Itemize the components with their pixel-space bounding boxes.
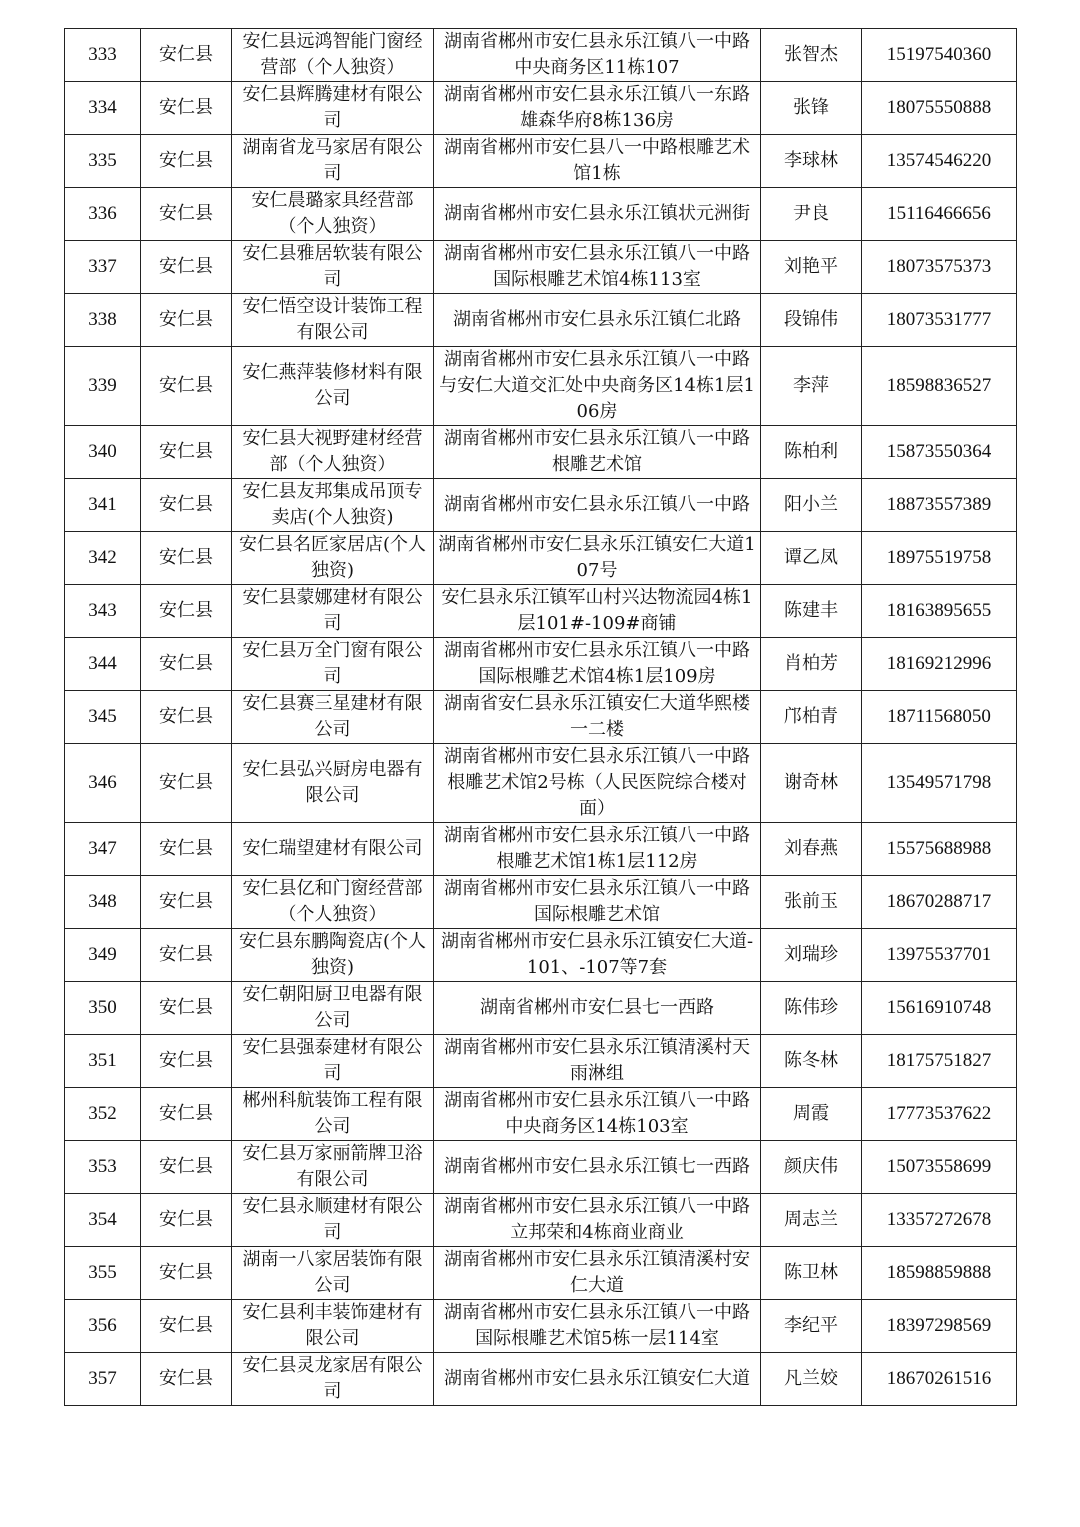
row-number: 341 xyxy=(65,479,141,532)
county-cell: 安仁县 xyxy=(141,1353,232,1406)
county-cell: 安仁县 xyxy=(141,347,232,426)
contact-cell: 陈建丰 xyxy=(761,585,862,638)
address-cell: 湖南省郴州市安仁县永乐江镇八一中路国际根雕艺术馆 xyxy=(434,876,761,929)
address-cell: 湖南省郴州市安仁县永乐江镇八一中路立邦荣和4栋商业商业 xyxy=(434,1194,761,1247)
county-cell: 安仁县 xyxy=(141,585,232,638)
address-cell: 湖南省郴州市安仁县永乐江镇八一中路 xyxy=(434,479,761,532)
county-cell: 安仁县 xyxy=(141,638,232,691)
company-cell: 安仁县亿和门窗经营部（个人独资） xyxy=(232,876,434,929)
address-cell: 湖南省郴州市安仁县永乐江镇八一中路国际根雕艺术馆4栋1层109房 xyxy=(434,638,761,691)
county-cell: 安仁县 xyxy=(141,744,232,823)
phone-cell: 18073575373 xyxy=(862,241,1017,294)
row-number: 357 xyxy=(65,1353,141,1406)
contact-cell: 肖柏芳 xyxy=(761,638,862,691)
contact-cell: 张锋 xyxy=(761,82,862,135)
row-number: 349 xyxy=(65,929,141,982)
company-cell: 安仁县利丰装饰建材有限公司 xyxy=(232,1300,434,1353)
address-cell: 湖南省郴州市安仁县永乐江镇八一中路中央商务区14栋103室 xyxy=(434,1088,761,1141)
address-cell: 湖南省郴州市安仁县永乐江镇八一中路与安仁大道交汇处中央商务区14栋1层106房 xyxy=(434,347,761,426)
county-cell: 安仁县 xyxy=(141,1300,232,1353)
phone-cell: 18598859888 xyxy=(862,1247,1017,1300)
row-number: 344 xyxy=(65,638,141,691)
company-cell: 安仁县名匠家居店(个人独资) xyxy=(232,532,434,585)
company-cell: 安仁瑞望建材有限公司 xyxy=(232,823,434,876)
address-cell: 湖南省郴州市安仁县永乐江镇八一东路雄森华府8栋136房 xyxy=(434,82,761,135)
address-cell: 湖南省郴州市安仁县永乐江镇八一中路根雕艺术馆 xyxy=(434,426,761,479)
contact-cell: 阳小兰 xyxy=(761,479,862,532)
row-number: 348 xyxy=(65,876,141,929)
address-cell: 湖南省郴州市安仁县永乐江镇状元洲街 xyxy=(434,188,761,241)
table-row xyxy=(65,135,1017,188)
company-cell: 安仁悟空设计装饰工程有限公司 xyxy=(232,294,434,347)
contact-cell: 刘春燕 xyxy=(761,823,862,876)
company-cell: 安仁县灵龙家居有限公司 xyxy=(232,1353,434,1406)
contact-cell: 周霞 xyxy=(761,1088,862,1141)
county-cell: 安仁县 xyxy=(141,135,232,188)
company-cell: 安仁县东鹏陶瓷店(个人独资) xyxy=(232,929,434,982)
table-row xyxy=(65,638,1017,691)
address-cell: 湖南省郴州市安仁县七一西路 xyxy=(434,982,761,1035)
county-cell: 安仁县 xyxy=(141,876,232,929)
county-cell: 安仁县 xyxy=(141,29,232,82)
company-cell: 安仁县永顺建材有限公司 xyxy=(232,1194,434,1247)
table-row xyxy=(65,82,1017,135)
address-cell: 湖南省郴州市安仁县永乐江镇八一中路根雕艺术馆1栋1层112房 xyxy=(434,823,761,876)
contact-cell: 段锦伟 xyxy=(761,294,862,347)
phone-cell: 15575688988 xyxy=(862,823,1017,876)
contact-cell: 陈柏利 xyxy=(761,426,862,479)
company-cell: 安仁县辉腾建材有限公司 xyxy=(232,82,434,135)
contact-cell: 凡兰姣 xyxy=(761,1353,862,1406)
merchant-table xyxy=(64,28,1017,1406)
table-row xyxy=(65,532,1017,585)
county-cell: 安仁县 xyxy=(141,294,232,347)
row-number: 338 xyxy=(65,294,141,347)
phone-cell: 13549571798 xyxy=(862,744,1017,823)
row-number: 342 xyxy=(65,532,141,585)
row-number: 339 xyxy=(65,347,141,426)
contact-cell: 张智杰 xyxy=(761,29,862,82)
contact-cell: 李球林 xyxy=(761,135,862,188)
table-row xyxy=(65,29,1017,82)
phone-cell: 18169212996 xyxy=(862,638,1017,691)
row-number: 347 xyxy=(65,823,141,876)
table-row xyxy=(65,823,1017,876)
row-number: 346 xyxy=(65,744,141,823)
contact-cell: 李纪平 xyxy=(761,1300,862,1353)
row-number: 351 xyxy=(65,1035,141,1088)
contact-cell: 陈卫林 xyxy=(761,1247,862,1300)
row-number: 350 xyxy=(65,982,141,1035)
address-cell: 湖南省郴州市安仁县永乐江镇八一中路国际根雕艺术馆4栋113室 xyxy=(434,241,761,294)
row-number: 343 xyxy=(65,585,141,638)
address-cell: 湖南省郴州市安仁县永乐江镇七一西路 xyxy=(434,1141,761,1194)
county-cell: 安仁县 xyxy=(141,691,232,744)
address-cell: 湖南省郴州市安仁县八一中路根雕艺术馆1栋 xyxy=(434,135,761,188)
company-cell: 安仁县强泰建材有限公司 xyxy=(232,1035,434,1088)
phone-cell: 15197540360 xyxy=(862,29,1017,82)
county-cell: 安仁县 xyxy=(141,1247,232,1300)
table-row xyxy=(65,188,1017,241)
table-row xyxy=(65,1247,1017,1300)
company-cell: 安仁县蒙娜建材有限公司 xyxy=(232,585,434,638)
phone-cell: 18397298569 xyxy=(862,1300,1017,1353)
address-cell: 湖南省郴州市安仁县永乐江镇清溪村安仁大道 xyxy=(434,1247,761,1300)
row-number: 337 xyxy=(65,241,141,294)
row-number: 352 xyxy=(65,1088,141,1141)
company-cell: 安仁晨璐家具经营部（个人独资） xyxy=(232,188,434,241)
address-cell: 湖南省郴州市安仁县永乐江镇仁北路 xyxy=(434,294,761,347)
phone-cell: 18711568050 xyxy=(862,691,1017,744)
phone-cell: 13574546220 xyxy=(862,135,1017,188)
county-cell: 安仁县 xyxy=(141,1088,232,1141)
table-row xyxy=(65,876,1017,929)
county-cell: 安仁县 xyxy=(141,823,232,876)
county-cell: 安仁县 xyxy=(141,929,232,982)
contact-cell: 陈冬林 xyxy=(761,1035,862,1088)
company-cell: 安仁朝阳厨卫电器有限公司 xyxy=(232,982,434,1035)
phone-cell: 17773537622 xyxy=(862,1088,1017,1141)
company-cell: 安仁县远鸿智能门窗经营部（个人独资） xyxy=(232,29,434,82)
phone-cell: 15616910748 xyxy=(862,982,1017,1035)
county-cell: 安仁县 xyxy=(141,241,232,294)
table-body xyxy=(65,29,1017,1406)
phone-cell: 18873557389 xyxy=(862,479,1017,532)
row-number: 356 xyxy=(65,1300,141,1353)
table-row xyxy=(65,1035,1017,1088)
phone-cell: 18073531777 xyxy=(862,294,1017,347)
phone-cell: 18075550888 xyxy=(862,82,1017,135)
table-row xyxy=(65,982,1017,1035)
table-row xyxy=(65,241,1017,294)
table-row xyxy=(65,1194,1017,1247)
address-cell: 安仁县永乐江镇军山村兴达物流园4栋1层101#-109#商铺 xyxy=(434,585,761,638)
row-number: 345 xyxy=(65,691,141,744)
contact-cell: 刘艳平 xyxy=(761,241,862,294)
table-row xyxy=(65,929,1017,982)
county-cell: 安仁县 xyxy=(141,532,232,585)
address-cell: 湖南省郴州市安仁县永乐江镇八一中路国际根雕艺术馆5栋一层114室 xyxy=(434,1300,761,1353)
county-cell: 安仁县 xyxy=(141,479,232,532)
address-cell: 湖南省郴州市安仁县永乐江镇安仁大道-101、-107等7套 xyxy=(434,929,761,982)
row-number: 354 xyxy=(65,1194,141,1247)
phone-cell: 13975537701 xyxy=(862,929,1017,982)
address-cell: 湖南省郴州市安仁县永乐江镇安仁大道 xyxy=(434,1353,761,1406)
table-row xyxy=(65,1300,1017,1353)
address-cell: 湖南省郴州市安仁县永乐江镇八一中路中央商务区11栋107 xyxy=(434,29,761,82)
table-row xyxy=(65,347,1017,426)
row-number: 333 xyxy=(65,29,141,82)
table-row xyxy=(65,691,1017,744)
row-number: 336 xyxy=(65,188,141,241)
phone-cell: 15073558699 xyxy=(862,1141,1017,1194)
contact-cell: 张前玉 xyxy=(761,876,862,929)
contact-cell: 尹良 xyxy=(761,188,862,241)
county-cell: 安仁县 xyxy=(141,188,232,241)
table-row xyxy=(65,1088,1017,1141)
phone-cell: 18670261516 xyxy=(862,1353,1017,1406)
company-cell: 安仁燕萍装修材料有限公司 xyxy=(232,347,434,426)
contact-cell: 谢奇林 xyxy=(761,744,862,823)
row-number: 335 xyxy=(65,135,141,188)
company-cell: 安仁县赛三星建材有限公司 xyxy=(232,691,434,744)
table-row xyxy=(65,1141,1017,1194)
company-cell: 安仁县雅居软装有限公司 xyxy=(232,241,434,294)
contact-cell: 周志兰 xyxy=(761,1194,862,1247)
contact-cell: 陈伟珍 xyxy=(761,982,862,1035)
company-cell: 湖南一八家居装饰有限公司 xyxy=(232,1247,434,1300)
company-cell: 安仁县大视野建材经营部（个人独资） xyxy=(232,426,434,479)
company-cell: 安仁县弘兴厨房电器有限公司 xyxy=(232,744,434,823)
phone-cell: 18975519758 xyxy=(862,532,1017,585)
phone-cell: 15116466656 xyxy=(862,188,1017,241)
contact-cell: 颜庆伟 xyxy=(761,1141,862,1194)
contact-cell: 李萍 xyxy=(761,347,862,426)
table-row xyxy=(65,479,1017,532)
county-cell: 安仁县 xyxy=(141,426,232,479)
company-cell: 湖南省龙马家居有限公司 xyxy=(232,135,434,188)
phone-cell: 18175751827 xyxy=(862,1035,1017,1088)
table-row xyxy=(65,1353,1017,1406)
row-number: 353 xyxy=(65,1141,141,1194)
address-cell: 湖南省安仁县永乐江镇安仁大道华熙楼一二楼 xyxy=(434,691,761,744)
table-row xyxy=(65,294,1017,347)
address-cell: 湖南省郴州市安仁县永乐江镇清溪村天雨淋组 xyxy=(434,1035,761,1088)
phone-cell: 18163895655 xyxy=(862,585,1017,638)
phone-cell: 13357272678 xyxy=(862,1194,1017,1247)
table-row xyxy=(65,744,1017,823)
phone-cell: 15873550364 xyxy=(862,426,1017,479)
county-cell: 安仁县 xyxy=(141,82,232,135)
company-cell: 安仁县万全门窗有限公司 xyxy=(232,638,434,691)
row-number: 334 xyxy=(65,82,141,135)
contact-cell: 刘瑞珍 xyxy=(761,929,862,982)
table-row xyxy=(65,585,1017,638)
document-page xyxy=(64,28,1016,1406)
county-cell: 安仁县 xyxy=(141,1141,232,1194)
company-cell: 安仁县友邦集成吊顶专卖店(个人独资) xyxy=(232,479,434,532)
phone-cell: 18598836527 xyxy=(862,347,1017,426)
county-cell: 安仁县 xyxy=(141,982,232,1035)
table-row xyxy=(65,426,1017,479)
county-cell: 安仁县 xyxy=(141,1194,232,1247)
address-cell: 湖南省郴州市安仁县永乐江镇安仁大道107号 xyxy=(434,532,761,585)
contact-cell: 谭乙凤 xyxy=(761,532,862,585)
row-number: 355 xyxy=(65,1247,141,1300)
address-cell: 湖南省郴州市安仁县永乐江镇八一中路根雕艺术馆2号栋（人民医院综合楼对面） xyxy=(434,744,761,823)
company-cell: 郴州科航装饰工程有限公司 xyxy=(232,1088,434,1141)
phone-cell: 18670288717 xyxy=(862,876,1017,929)
county-cell: 安仁县 xyxy=(141,1035,232,1088)
company-cell: 安仁县万家丽箭牌卫浴有限公司 xyxy=(232,1141,434,1194)
contact-cell: 邝柏青 xyxy=(761,691,862,744)
row-number: 340 xyxy=(65,426,141,479)
